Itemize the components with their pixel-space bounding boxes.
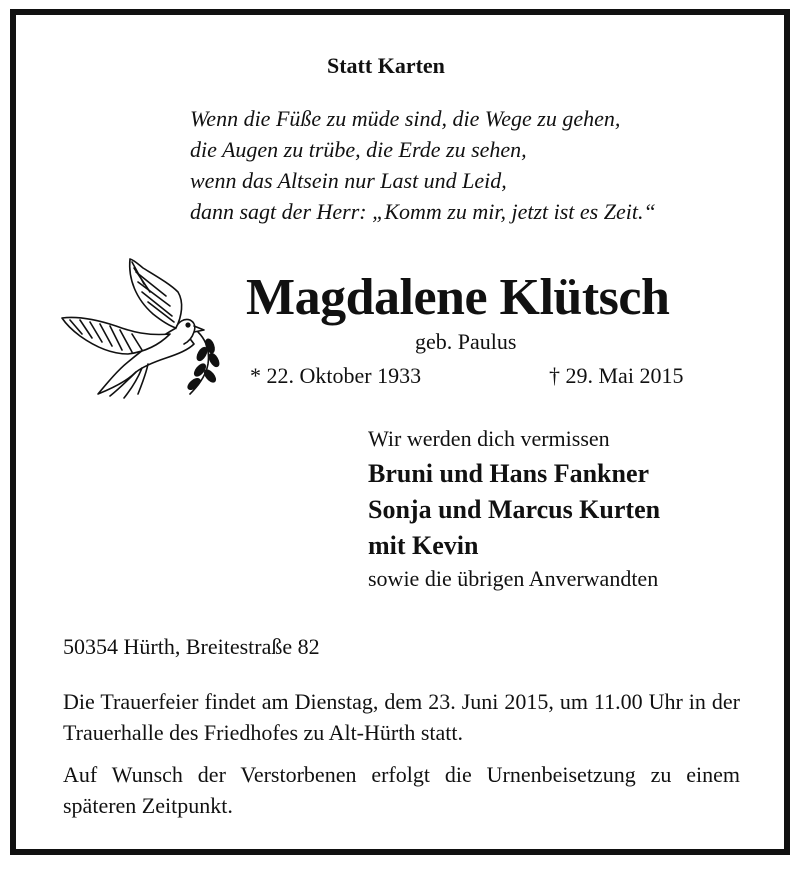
- notice-header: Statt Karten: [327, 53, 445, 78]
- urn-burial-paragraph: Auf Wunsch der Verstorbenen erfolgt die Urnenbeisetzung zu einem späteren Zeitpunkt.: [63, 762, 740, 818]
- maiden-name: geb. Paulus: [415, 329, 517, 354]
- family-line: Sonja und Marcus Kurten: [368, 495, 661, 524]
- family-line: mit Kevin: [368, 531, 479, 560]
- dove-with-olive-branch-icon: [58, 254, 223, 404]
- poem-line: Wenn die Füße zu müde sind, die Wege zu gehen,: [190, 106, 621, 131]
- poem-line: die Augen zu trübe, die Erde zu sehen,: [190, 137, 527, 162]
- mourners-intro: Wir werden dich vermissen: [368, 426, 610, 451]
- death-date: † 29. Mai 2015: [549, 363, 684, 388]
- family-line: Bruni und Hans Fankner: [368, 459, 650, 488]
- poem-line: dann sagt der Herr: „Komm zu mir, jetzt ist es Zeit.“: [190, 199, 656, 224]
- deceased-name: Magdalene Klütsch: [246, 269, 670, 326]
- address: 50354 Hürth, Breitestraße 82: [63, 634, 320, 659]
- birth-date: * 22. Oktober 1933: [250, 363, 422, 388]
- relatives-line: sowie die übrigen Anverwandten: [368, 566, 659, 591]
- funeral-info-paragraph: Die Trauerfeier findet am Dienstag, dem 23. Juni 2015, um 11.00 Uhr in der Trauerhalle des Friedhofes zu Alt-Hürth statt.: [63, 689, 740, 745]
- mourners-families: [368, 456, 660, 564]
- poem-line: wenn das Altsein nur Last und Leid,: [190, 168, 507, 193]
- poem: [190, 103, 656, 227]
